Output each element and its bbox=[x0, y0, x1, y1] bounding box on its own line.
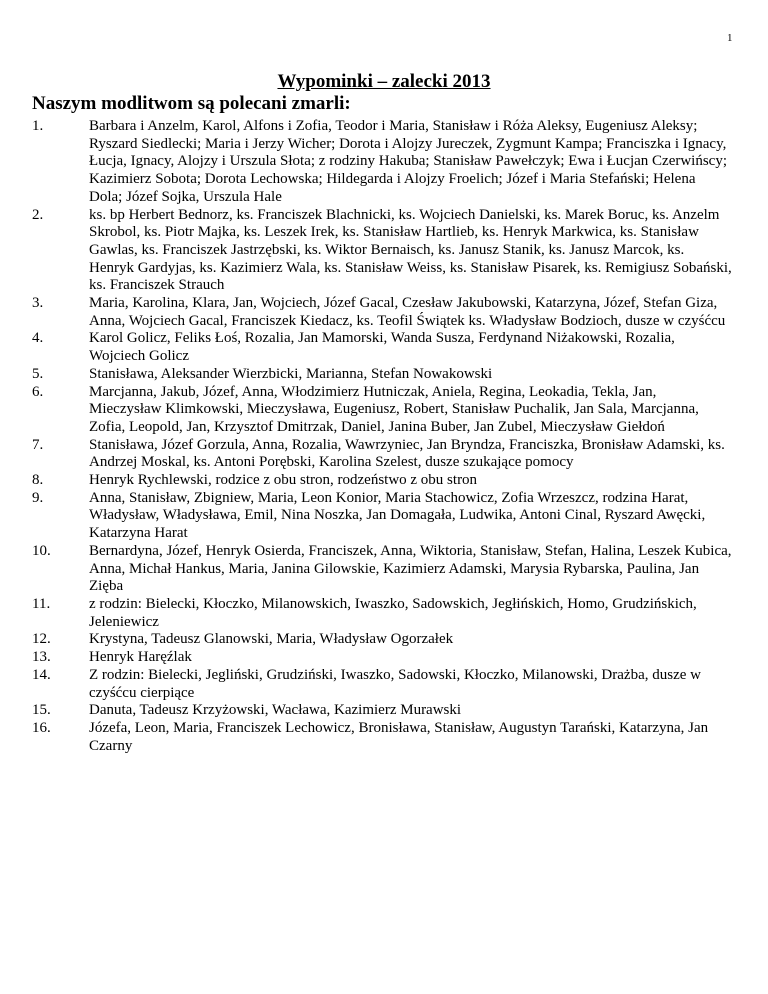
entry-number: 14. bbox=[32, 666, 51, 683]
list-item bbox=[32, 490, 732, 543]
document-subtitle: Naszym modlitwom są polecani zmarli: bbox=[32, 93, 351, 114]
entry-text: Krystyna, Tadeusz Glanowski, Maria, Władysław Ogorzałek bbox=[89, 631, 454, 648]
entry-number: 16. bbox=[32, 719, 51, 736]
entry-number: 4. bbox=[32, 330, 44, 347]
entry-text: z rodzin: Bielecki, Kłoczko, Milanowskich, Iwaszko, Sadowskich, Jegłińskich, Homo, Grudzińskich, Jeleniewicz bbox=[89, 595, 697, 630]
entry-text: Stanisława, Aleksander Wierzbicki, Marianna, Stefan Nowakowski bbox=[89, 365, 493, 382]
list-item bbox=[32, 667, 732, 702]
entry-number: 8. bbox=[32, 472, 44, 489]
list-item bbox=[32, 472, 732, 490]
entry-number: 5. bbox=[32, 365, 44, 382]
entry-number: 15. bbox=[32, 702, 51, 719]
entry-text: Barbara i Anzelm, Karol, Alfons i Zofia, Teodor i Maria, Stanisław i Róża Aleksy, Eugeniusz Aleksy; Ryszard Siedlecki; Maria i Jerzy Wicher; Dorota i Alojzy Jureczek, Zygmunt Kampa; Franciszka i Ignacy, Łucja, Ignacy, Alojzy i Urszula Słota; z rodziny Hakuba; Stanisław Pawełczyk; Ewa i Łucjan Czerwińscy; Kazimierz Sobota; Dorota Lechowska; Hildegarda i Alojzy Froelich; Józef i Maria Stefański; Helena Dola; Józef Sojka, Urszula Hale bbox=[89, 118, 728, 205]
entry-number: 11. bbox=[32, 595, 51, 612]
entry-number: 7. bbox=[32, 436, 44, 453]
list-item bbox=[32, 295, 732, 330]
list-item bbox=[32, 702, 732, 720]
list-item bbox=[32, 720, 732, 755]
list-item bbox=[32, 384, 732, 437]
entry-text: Henryk Haręźlak bbox=[89, 649, 192, 666]
entry-number: 9. bbox=[32, 489, 44, 506]
entry-number: 6. bbox=[32, 383, 44, 400]
entry-text: Marcjanna, Jakub, Józef, Anna, Włodzimierz Hutniczak, Aniela, Regina, Leokadia, Tekla, Jan, Mieczysław Klimkowski, Mieczysława, Eugeniusz, Robert, Stanisław Puchalik, Jan Sala, Marcjanna, Zofia, Leopold, Jan, Krzysztof Dmitrzak, Daniel, Janina Buber, Jan Zubel, Mieczysław Giełdoń bbox=[89, 383, 699, 435]
list-item bbox=[32, 437, 732, 472]
entry-number: 3. bbox=[32, 295, 44, 312]
entry-number: 13. bbox=[32, 649, 51, 666]
entry-text: Maria, Karolina, Klara, Jan, Wojciech, Józef Gacal, Czesław Jakubowski, Katarzyna, Józef, Stefan Giza, Anna, Wojciech Gacal, Franciszek Kiedacz, ks. Teofil Świątek ks. Władysław Bodzioch, dusze w czyśćcu bbox=[89, 295, 726, 329]
entry-text: Józefa, Leon, Maria, Franciszek Lechowicz, Bronisława, Stanisław, Augustyn Tarański, Katarzyna, Jan Czarny bbox=[89, 719, 709, 754]
entry-text: Stanisława, Józef Gorzula, Anna, Rozalia, Wawrzyniec, Jan Bryndza, Franciszka, Bronisław Adamski, ks. Andrzej Moskal, ks. Antoni Porębski, Karolina Szelest, dusze szukające pomocy bbox=[89, 436, 725, 471]
entry-number: 10. bbox=[32, 542, 51, 559]
list-item bbox=[32, 596, 732, 631]
entry-number: 2. bbox=[32, 206, 44, 223]
list-item bbox=[32, 118, 732, 207]
list-item bbox=[32, 330, 732, 365]
entry-text: Karol Golicz, Feliks Łoś, Rozalia, Jan Mamorski, Wanda Susza, Ferdynand Niżakowski, Rozalia, Wojciech Golicz bbox=[89, 330, 675, 365]
intentions-list bbox=[32, 118, 732, 755]
list-item bbox=[32, 207, 732, 296]
entry-text: Z rodzin: Bielecki, Jegliński, Grudziński, Iwaszko, Sadowski, Kłoczko, Milanowski, Drażba, dusze w czyśćcu cierpiące bbox=[89, 666, 701, 701]
list-item bbox=[32, 543, 732, 596]
entry-number: 1. bbox=[32, 118, 44, 134]
entry-number: 12. bbox=[32, 631, 51, 648]
document-title: Wypominki – zalecki 2013 bbox=[277, 71, 491, 92]
entry-text: ks. bp Herbert Bednorz, ks. Franciszek Blachnicki, ks. Wojciech Danielski, ks. Marek Boruc, ks. Anzelm Skrobol, ks. Piotr Majka, ks. Leszek Irek, ks. Stanisław Hartlieb, ks. Henryk Markwica, ks. Stanisław Gawlas, ks. Franciszek Jastrzębski, ks. Wiktor Bernaisch, ks. Janusz Stanik, ks. Janusz Marcok, ks. Henryk Gardyjas, ks. Kazimierz Wala, ks. Stanisław Weiss, ks. Stanisław Pisarek, ks. Remigiusz Sobański, ks. Franciszek Strauch bbox=[89, 206, 732, 294]
list-item bbox=[32, 649, 732, 667]
page-number: 1 bbox=[727, 32, 733, 44]
list-item bbox=[32, 631, 732, 649]
list-item bbox=[32, 366, 732, 384]
entry-text: Danuta, Tadeusz Krzyżowski, Wacława, Kazimierz Murawski bbox=[89, 702, 462, 719]
entry-text: Bernardyna, Józef, Henryk Osierda, Franciszek, Anna, Wiktoria, Stanisław, Stefan, Halina, Leszek Kubica, Anna, Michał Hankus, Maria, Janina Gilowskie, Kazimierz Adamski, Marysia Rybarska, Paulina, Jan Zięba bbox=[89, 542, 732, 595]
entry-text: Henryk Rychlewski, rodzice z obu stron, rodzeństwo z obu stron bbox=[89, 472, 478, 489]
entry-text: Anna, Stanisław, Zbigniew, Maria, Leon Konior, Maria Stachowicz, Zofia Wrzeszcz, rodzina Harat, Władysław, Władysława, Emil, Nina Noszka, Jan Domagała, Ludwika, Antoni Cinal, Ryszard Awęcki, Katarzyna Harat bbox=[89, 489, 706, 542]
